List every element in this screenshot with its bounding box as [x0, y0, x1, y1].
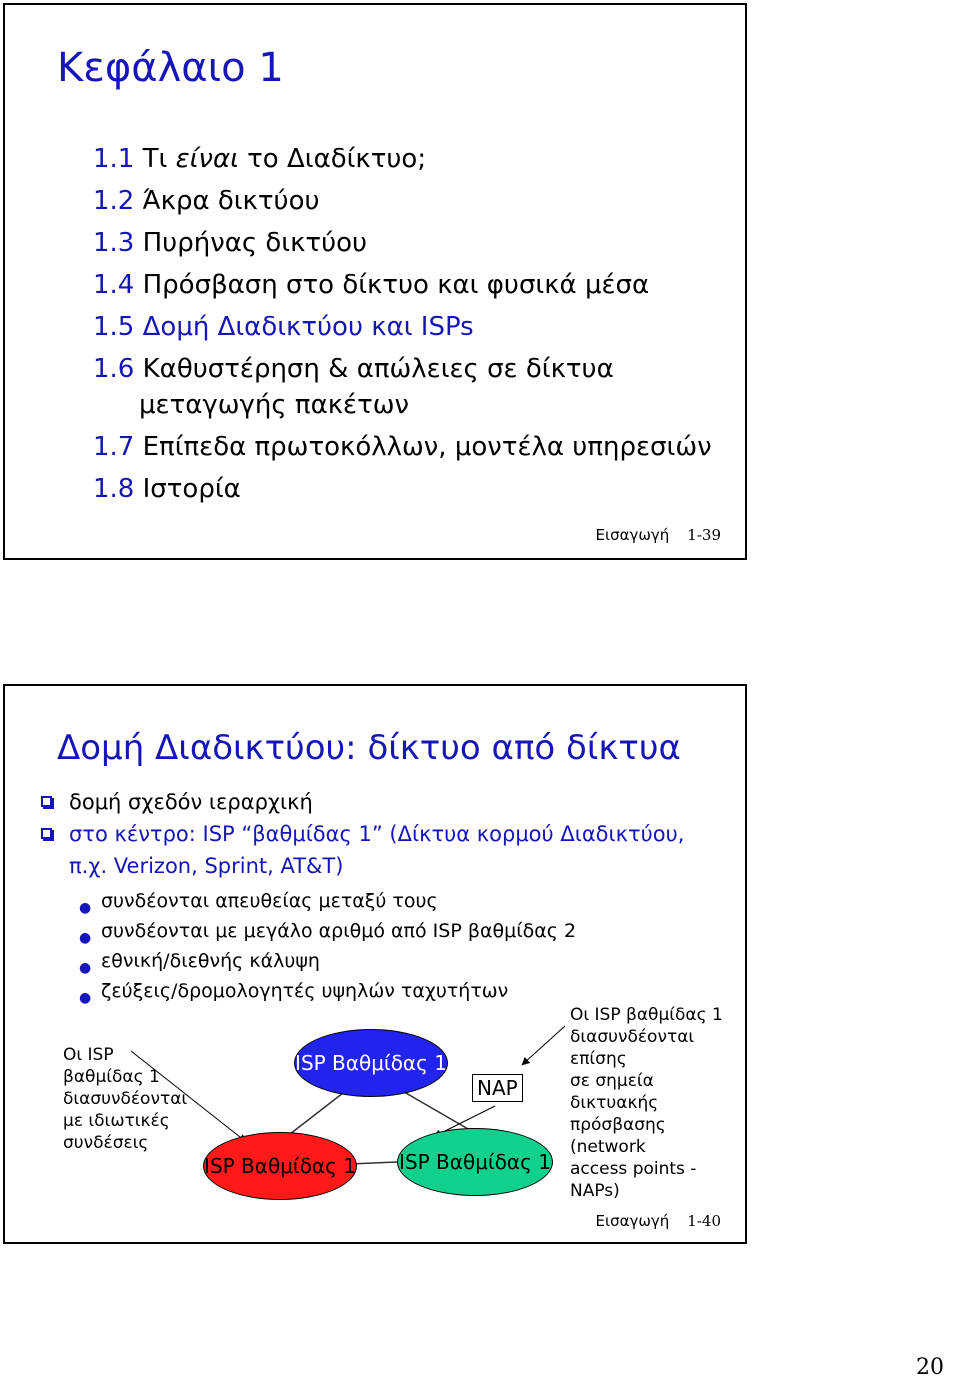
note-line: συνδέσεις [63, 1133, 149, 1153]
toc-number: 1.5 [93, 312, 135, 342]
toc-text: Πρόσβαση στο δίκτυο και φυσικά μέσα [134, 270, 650, 300]
nap-label: NAP [477, 1076, 518, 1100]
toc-item [93, 468, 712, 510]
sub-bullet-text: συνδέονται με μεγάλο αριθμό από ISP βαθμίδας 2 [101, 920, 577, 942]
note-line: πρόσβασης (network [570, 1115, 666, 1157]
toc-text: Ιστορία [134, 474, 241, 504]
note-line: διασυνδέονται [63, 1089, 188, 1109]
toc-item-continuation [93, 384, 712, 426]
toc-text-emphasis: είναι [175, 144, 239, 174]
toc-text: Δομή Διαδικτύου και ISPs [134, 312, 474, 342]
note-line: με ιδιωτικές [63, 1111, 170, 1131]
toc-text: Επίπεδα πρωτοκόλλων, μοντέλα υπηρεσιών [134, 432, 712, 462]
note-right [570, 1004, 745, 1202]
isp-tier1-node-top [294, 1029, 448, 1097]
toc-number: 1.1 [93, 144, 135, 174]
toc-text: Καθυστέρηση & απώλειες σε δίκτυα [134, 354, 614, 384]
slide-footer [596, 526, 721, 544]
link-left-right [350, 1162, 397, 1164]
isp-tier1-node-right [397, 1128, 553, 1196]
toc-text: Τι [134, 144, 176, 174]
toc-item [93, 426, 712, 468]
footer-label: Εισαγωγή [595, 1212, 670, 1230]
node-label: ISP Βαθμίδας 1 [399, 1150, 551, 1174]
slide-number: 1-40 [687, 1212, 721, 1230]
toc-text: Άκρα δικτύου [134, 186, 320, 216]
toc-item [93, 264, 712, 306]
toc-number: 1.7 [93, 432, 135, 462]
note-line: access points - [570, 1159, 697, 1179]
isp-diagram [5, 686, 745, 1242]
toc-item-current [93, 306, 712, 348]
slide-footer [596, 1212, 721, 1230]
page-number: 20 [916, 1355, 944, 1380]
toc-number: 1.2 [93, 186, 135, 216]
node-label: ISP Βαθμίδας 1 [295, 1051, 447, 1075]
circle-bullet-icon: ● [79, 900, 92, 916]
toc-number: 1.4 [93, 270, 135, 300]
slide-1-title: Κεφάλαιο 1 [57, 45, 284, 91]
toc-number: 1.6 [93, 354, 135, 384]
sub-bullet-text: εθνική/διεθνής κάλυψη [101, 950, 320, 972]
note-line: Οι ISP [63, 1045, 114, 1065]
circle-bullet-icon: ● [79, 990, 92, 1006]
slide-2-title: Δομή Διαδικτύου: δίκτυο από δίκτυα [57, 728, 681, 768]
nap-label-box [472, 1074, 523, 1102]
table-of-contents [93, 138, 712, 510]
note-line: διασυνδέονται επίσης [570, 1027, 695, 1069]
slide-2 [3, 684, 747, 1244]
footer-label: Εισαγωγή [595, 526, 670, 544]
circle-bullet-icon: ● [79, 930, 92, 946]
note-line: NAPs) [570, 1181, 620, 1201]
note-line: βαθμίδας 1 [63, 1067, 160, 1087]
note-line: Οι ISP βαθμίδας 1 [570, 1005, 723, 1025]
toc-text: το Διαδίκτυο; [238, 144, 427, 174]
bullet-text: στο κέντρο: ISP “βαθμίδας 1” (Δίκτυα κορμού Διαδικτύου, π.χ. Verizon, Sprint, AT&T) [69, 822, 685, 878]
note-line: σε σημεία δικτυακής [570, 1071, 659, 1113]
note-right-arrow-nap [523, 1026, 565, 1064]
bullet-text: δομή σχεδόν ιεραρχική [69, 790, 313, 814]
circle-bullet-icon: ● [79, 960, 92, 976]
toc-item [93, 180, 712, 222]
toc-item [93, 222, 712, 264]
sub-bullet-text: συνδέονται απευθείας μεταξύ τους [101, 890, 438, 912]
toc-number: 1.8 [93, 474, 135, 504]
toc-item [93, 138, 712, 180]
node-label: ISP Βαθμίδας 1 [204, 1154, 356, 1178]
note-left [63, 1044, 187, 1154]
toc-text: μεταγωγής πακέτων [139, 390, 410, 420]
slide-number: 1-39 [687, 526, 721, 544]
sub-bullet-text: ζεύξεις/δρομολογητές υψηλών ταχυτήτων [101, 980, 509, 1002]
toc-text: Πυρήνας δικτύου [134, 228, 368, 258]
slide-1 [3, 3, 747, 560]
isp-tier1-node-left [203, 1132, 357, 1200]
toc-number: 1.3 [93, 228, 135, 258]
